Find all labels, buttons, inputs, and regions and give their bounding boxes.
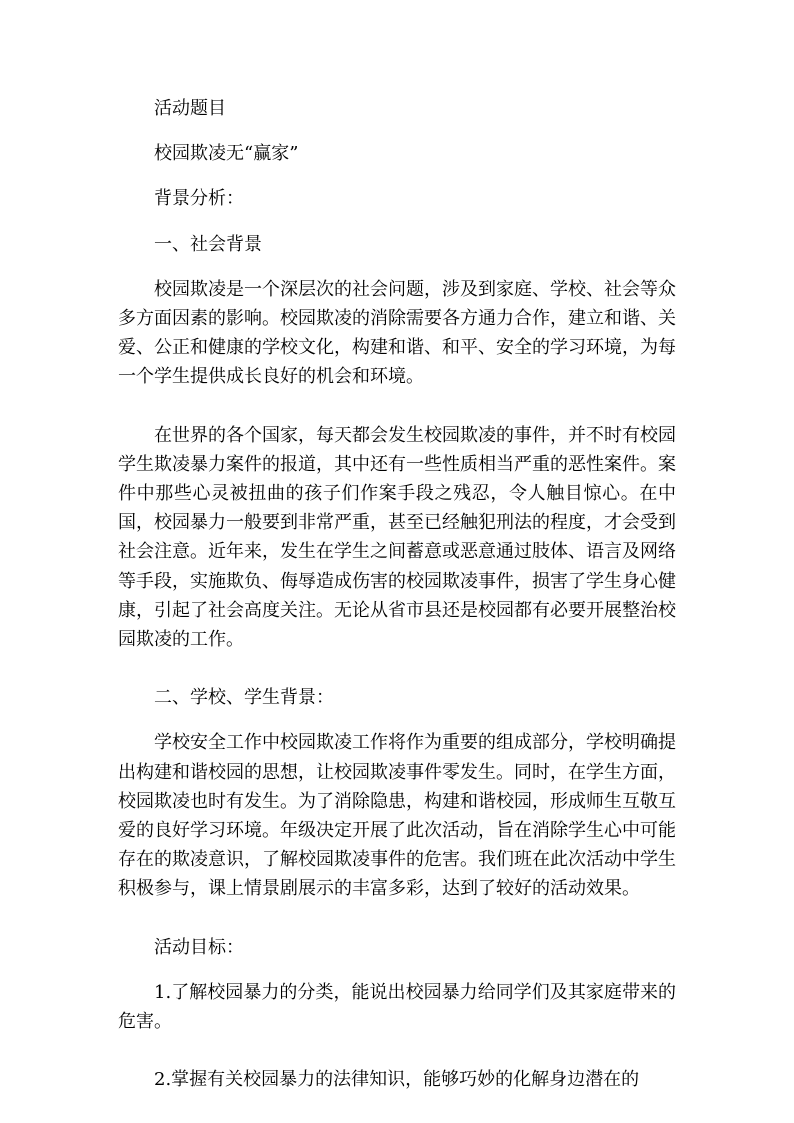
background-analysis-heading: 背景分析： (154, 188, 244, 210)
activity-goal-2: 2.掌握有关校园暴力的法律知识，能够巧妙的化解身边潜在的 (154, 1069, 640, 1091)
activity-goals-heading: 活动目标： (154, 936, 244, 958)
school-background-paragraph: 学校安全工作中校园欺凌工作将作为重要的组成部分，学校明确提出构建和谐校园的思想，让校园欺凌事件零发生。同时，在学生方面，校园欺凌也时有发生。为了消除隐患，构建和谐校园，形成师生互敬互爱的良好学习环境。年级决定开展了此次活动，旨在消除学生心中可能存在的欺凌意识，了解校园欺凌事件的危害。我们班在此次活动中学生积极参与，课上情景剧展示的丰富多彩，达到了较好的活动效果。 (118, 732, 676, 900)
activity-title-label: 活动题目 (154, 98, 226, 119)
social-background-paragraph-2: 在世界的各个国家，每天都会发生校园欺凌的事件，并不时有校园学生欺凌暴力案件的报道，其中还有一些性质相当严重的恶性案件。案件中那些心灵被扭曲的孩子们作案手段之残忍，令人触目惊心。在中国，校园暴力一般要到非常严重，甚至已经触犯刑法的程度，才会受到社会注意。近年来，发生在学生之间蓄意或恶意通过肢体、语言及网络等手段，实施欺负、侮辱造成伤害的校园欺凌事件，损害了学生身心健康，引起了社会高度关注。无论从省市县还是校园都有必要开展整治校园欺凌的工作。 (118, 424, 676, 651)
activity-goal-1: 1.了解校园暴力的分类，能说出校园暴力给同学们及其家庭带来的危害。 (118, 981, 676, 1033)
activity-title: 校园欺凌无“赢家” (154, 143, 299, 165)
social-background-paragraph-1: 校园欺凌是一个深层次的社会问题，涉及到家庭、学校、社会等众多方面因素的影响。校园欺凌的消除需要各方通力合作，建立和谐、关爱、公正和健康的学校文化，构建和谐、和平、安全的学习环境，为每一个学生提供成长良好的机会和环境。 (118, 278, 676, 388)
school-background-heading: 二、学校、学生背景： (154, 687, 334, 709)
social-background-heading: 一、社会背景 (154, 233, 262, 255)
